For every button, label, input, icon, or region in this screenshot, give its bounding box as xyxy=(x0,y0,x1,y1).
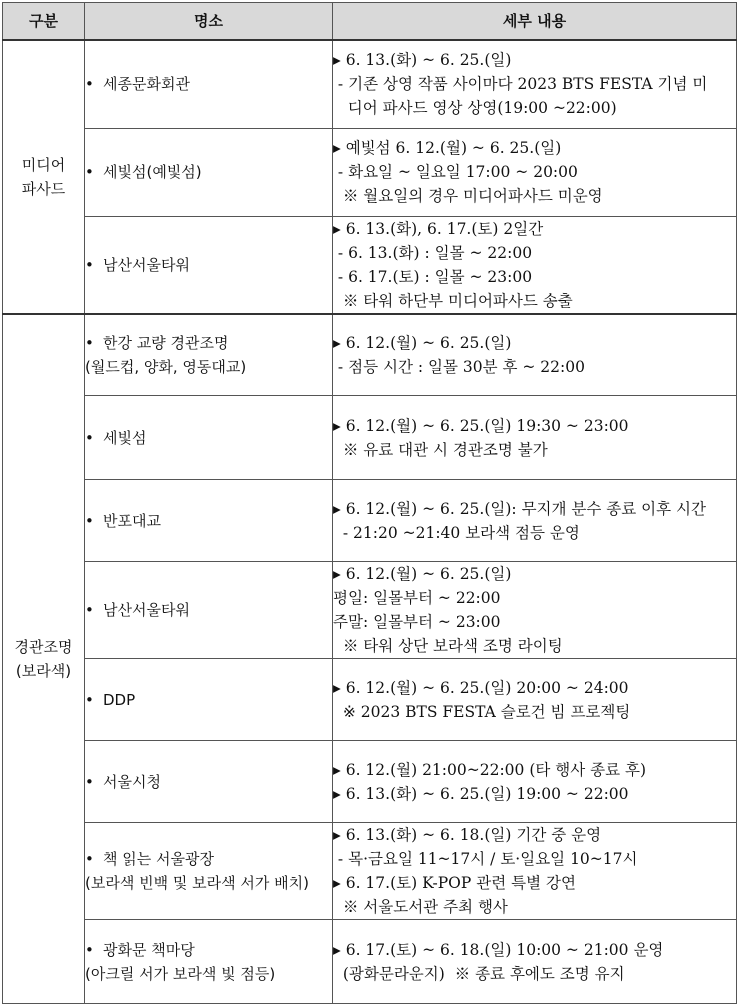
detail-line: 주말: 일몰부터 ~ 23:00 xyxy=(333,613,501,631)
table-row xyxy=(3,562,737,659)
detail-cell xyxy=(333,659,737,741)
table-row xyxy=(3,480,737,562)
bullet-icon: • xyxy=(85,255,94,274)
detail-line: ▸ 6. 12.(월) ~ 6. 25.(일) xyxy=(333,333,512,352)
header-row xyxy=(3,3,737,41)
header-place: 명소 xyxy=(85,3,333,41)
place-cell xyxy=(85,40,333,128)
detail-line: - 21:20 ~21:40 보라색 점등 운영 xyxy=(333,523,580,542)
detail-cell xyxy=(333,40,737,128)
detail-line: ▸ 6. 12.(월) ~ 6. 25.(일) 20:00 ~ 24:00 xyxy=(333,678,629,697)
place-name: 반포대교 xyxy=(103,511,161,530)
place-cell xyxy=(85,562,333,659)
place-cell xyxy=(85,920,333,1004)
detail-line: ※ 월요일의 경우 미디어파사드 미운영 xyxy=(333,187,603,205)
detail-line: ▸ 6. 13.(화) ~ 6. 25.(일) xyxy=(333,51,512,70)
detail-line: ▸ 6. 17.(토) K-POP 관련 특별 강연 xyxy=(333,874,576,892)
detail-line: 평일: 일몰부터 ~ 22:00 xyxy=(333,589,501,607)
table-row xyxy=(3,823,737,920)
detail-cell xyxy=(333,920,737,1004)
table-row xyxy=(3,659,737,741)
table-row xyxy=(3,40,737,128)
detail-line: - 기존 상영 작품 사이마다 2023 BTS FESTA 기념 미 xyxy=(333,75,708,94)
table-row xyxy=(3,216,737,314)
bullet-icon: • xyxy=(85,428,94,447)
place-cell xyxy=(85,823,333,920)
header-category: 구분 xyxy=(3,3,85,41)
bullet-icon: • xyxy=(85,850,94,868)
place-name: 남산서울타워 xyxy=(103,601,190,619)
schedule-table xyxy=(2,2,737,1004)
place-cell xyxy=(85,314,333,396)
place-cell xyxy=(85,216,333,314)
detail-line: - 화요일 ~ 일요일 17:00 ~ 20:00 xyxy=(333,163,578,181)
detail-cell xyxy=(333,562,737,659)
category-cell xyxy=(3,314,85,1004)
detail-line: ▸ 6. 12.(월) ~ 6. 25.(일) xyxy=(333,565,512,583)
place-name: 한강 교량 경관조명 xyxy=(103,333,229,352)
category-label: 파사드 xyxy=(21,179,66,198)
table-row xyxy=(3,741,737,823)
category-label: (보라색) xyxy=(15,661,72,680)
place-name: 서울시청 xyxy=(103,772,161,791)
bullet-icon: • xyxy=(85,511,94,530)
detail-line: ▸ 6. 13.(화) ~ 6. 18.(일) 기간 중 운영 xyxy=(333,826,602,844)
place-cell xyxy=(85,396,333,480)
detail-cell xyxy=(333,396,737,480)
table-row xyxy=(3,920,737,1004)
table-row xyxy=(3,396,737,480)
detail-line: ▸ 6. 13.(화) ~ 6. 25.(일) 19:00 ~ 22:00 xyxy=(333,784,629,803)
detail-line: (광화문라운지) ※ 종료 후에도 조명 유지 xyxy=(333,964,625,983)
detail-line: - 6. 17.(토) : 일몰 ~ 23:00 xyxy=(333,267,533,286)
category-label: 경관조명 xyxy=(14,637,73,656)
detail-cell xyxy=(333,480,737,562)
place-name: 남산서울타워 xyxy=(103,255,190,274)
place-name: 세빛섬 xyxy=(103,428,147,447)
detail-line: - 목·금요일 11~17시 / 토·일요일 10~17시 xyxy=(333,850,638,868)
detail-line: - 점등 시간 : 일몰 30분 후 ~ 22:00 xyxy=(333,357,585,376)
place-cell xyxy=(85,480,333,562)
category-label: 미디어 xyxy=(21,155,66,174)
detail-line: ▸ 6. 12.(월) ~ 6. 25.(일) 19:30 ~ 23:00 xyxy=(333,416,629,435)
detail-line: ※ 2023 BTS FESTA 슬로건 빔 프로젝팅 xyxy=(333,702,631,721)
detail-cell xyxy=(333,128,737,216)
place-name: 책 읽는 서울광장 xyxy=(103,850,214,868)
place-cell xyxy=(85,741,333,823)
place-name: 광화문 책마당 xyxy=(103,940,195,959)
place-name: DDP xyxy=(103,690,136,709)
bullet-icon: • xyxy=(85,772,94,791)
place-cell xyxy=(85,128,333,216)
detail-line: ▸ 6. 13.(화), 6. 17.(토) 2일간 xyxy=(333,219,544,238)
detail-line: - 6. 13.(화) : 일몰 ~ 22:00 xyxy=(333,243,533,262)
bullet-icon: • xyxy=(85,601,94,619)
table-row xyxy=(3,314,737,396)
table-row xyxy=(3,128,737,216)
detail-line: ▸ 예빛섬 6. 12.(월) ~ 6. 25.(일) xyxy=(333,139,562,157)
bullet-icon: • xyxy=(85,690,94,709)
bullet-icon: • xyxy=(85,163,94,181)
detail-line: ▸ 6. 12.(월) 21:00~22:00 (타 행사 종료 후) xyxy=(333,760,647,779)
detail-line: ※ 타워 하단부 미디어파사드 송출 xyxy=(333,291,573,310)
bullet-icon: • xyxy=(85,75,94,94)
place-subtitle: (아크릴 서가 보라색 빛 점등) xyxy=(85,964,276,983)
bullet-icon: • xyxy=(85,333,94,352)
bullet-icon: • xyxy=(85,940,94,959)
detail-cell xyxy=(333,314,737,396)
detail-line: ※ 유료 대관 시 경관조명 불가 xyxy=(333,440,548,459)
place-subtitle: (월드컵, 양화, 영동대교) xyxy=(85,357,247,376)
detail-cell xyxy=(333,741,737,823)
header-detail: 세부 내용 xyxy=(333,3,737,41)
detail-line: ▸ 6. 17.(토) ~ 6. 18.(일) 10:00 ~ 21:00 운영 xyxy=(333,940,664,959)
category-cell xyxy=(3,40,85,314)
detail-line: 디어 파사드 영상 상영(19:00 ~22:00) xyxy=(333,99,617,118)
place-cell xyxy=(85,659,333,741)
detail-cell xyxy=(333,823,737,920)
place-name: 세종문화회관 xyxy=(103,75,190,94)
place-name: 세빛섬(예빛섬) xyxy=(103,163,202,181)
detail-line: ※ 서울도서관 주최 행사 xyxy=(333,898,508,916)
detail-cell xyxy=(333,216,737,314)
detail-line: ※ 타워 상단 보라색 조명 라이팅 xyxy=(333,637,563,655)
place-subtitle: (보라색 빈백 및 보라색 서가 배치) xyxy=(85,874,309,892)
detail-line: ▸ 6. 12.(월) ~ 6. 25.(일): 무지개 분수 종료 이후 시간 xyxy=(333,499,706,518)
